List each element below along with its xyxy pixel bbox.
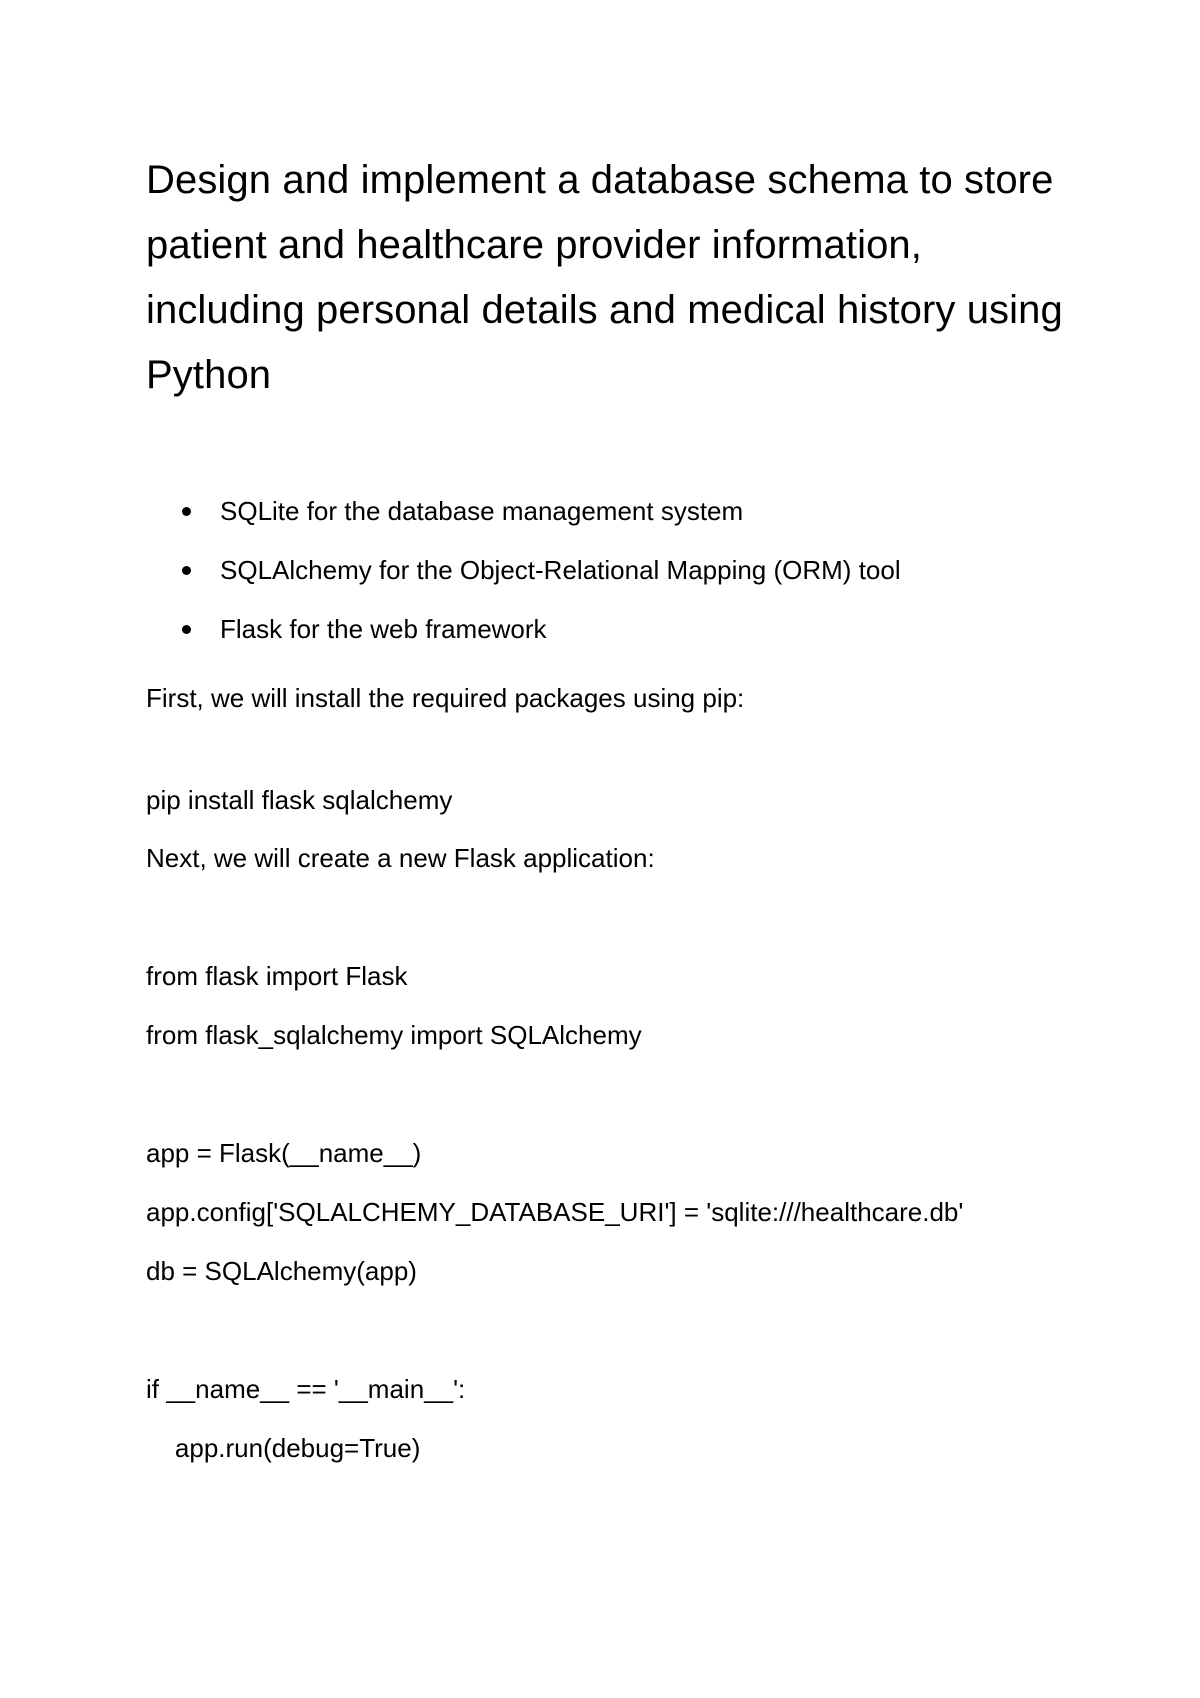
code-line: db = SQLAlchemy(app) xyxy=(146,1256,417,1286)
bullet-icon xyxy=(182,566,191,575)
install-command: pip install flask sqlalchemy xyxy=(146,785,453,815)
code-line: app.run(debug=True) xyxy=(146,1433,421,1463)
code-line: app = Flask(__name__) xyxy=(146,1138,422,1168)
document-title: Design and implement a database schema to store patient and healthcare provider information, including personal details and medical history using Python xyxy=(146,158,1063,397)
bullet-icon xyxy=(182,507,191,516)
code-line: if __name__ == '__main__': xyxy=(146,1374,466,1404)
bullet-list xyxy=(146,496,901,673)
bullet-text: SQLAlchemy for the Object-Relational Mapping (ORM) tool xyxy=(220,555,901,585)
bullet-item xyxy=(146,555,901,614)
bullet-item xyxy=(146,614,901,673)
bullet-text: SQLite for the database management system xyxy=(220,496,744,526)
bullet-text: Flask for the web framework xyxy=(220,614,547,644)
bullet-icon xyxy=(182,625,191,634)
app-intro: Next, we will create a new Flask application: xyxy=(146,843,655,873)
code-line: from flask import Flask xyxy=(146,961,408,991)
bullet-item xyxy=(146,496,901,555)
code-line: from flask_sqlalchemy import SQLAlchemy xyxy=(146,1020,642,1050)
install-intro: First, we will install the required packages using pip: xyxy=(146,683,745,713)
code-line: app.config['SQLALCHEMY_DATABASE_URI'] = 'sqlite:///healthcare.db' xyxy=(146,1197,964,1227)
